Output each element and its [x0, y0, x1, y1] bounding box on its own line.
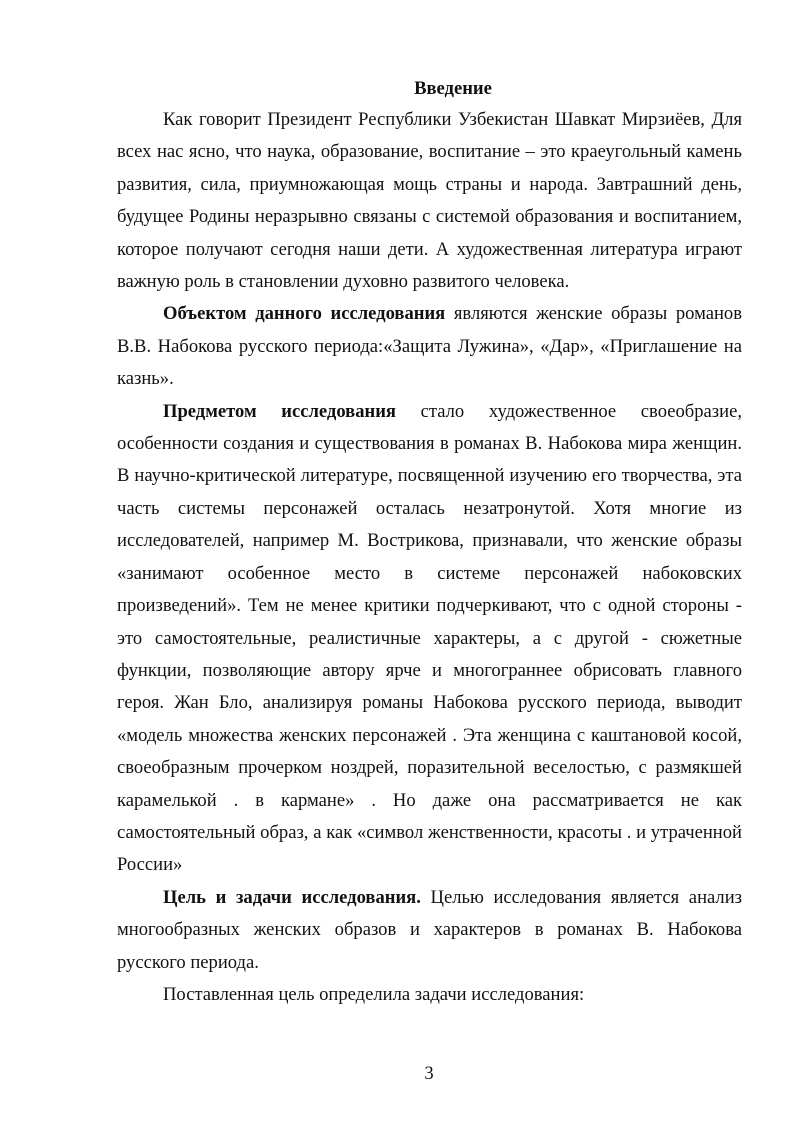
paragraph-tasks-text: Поставленная цель определила задачи исследования:	[163, 983, 585, 1005]
paragraph-object	[117, 298, 742, 395]
paragraph-intro	[117, 104, 742, 298]
document-body	[117, 104, 742, 1011]
paragraph-subject-text: стало художественное своеобразие, особенности создания и существования в романах В. Набокова мира женщин. В научно-критической литературе, посвященной изучению его творчества, эта часть системы персонажей осталась незатронутой. Хотя многие из исследователей, например М. Вострикова, признавали, что женские образы «занимают особенное место в системе персонажей набоковских произведений». Тем не менее критики подчеркивают, что с одной стороны - это самостоятельные, реалистичные характеры, а с другой - сюжетные функции, позволяющие автору ярче и многограннее обрисовать главного героя. Жан Бло, анализируя романы Набокова русского периода, выводит «модель множества женских персонажей . Эта женщина с каштановой косой, своеобразным прочерком ноздрей, поразительной веселостью, с размякшей карамелькой . в кармане» . Но даже она рассматривается не как самостоятельный образ, а как «символ женственности, красоты . и утраченной России»	[117, 400, 742, 876]
paragraph-goal-term: Цель и задачи исследования.	[163, 886, 421, 908]
section-heading: Введение	[414, 78, 492, 99]
paragraph-tasks	[117, 979, 742, 1011]
paragraph-goal	[117, 882, 742, 979]
paragraph-subject-term: Предметом исследования	[163, 400, 396, 422]
paragraph-goal-text: Целью исследования является анализ многообразных женских образов и характеров в романах В. Набокова русского периода.	[117, 886, 743, 973]
paragraph-object-text: являются женские образы романов В.В. Набокова русского периода:«Защита Лужина», «Дар», «Приглашение на казнь».	[117, 303, 742, 390]
paragraph-intro-text: Как говорит Президент Республики Узбекистан Шавкат Мирзиёев, Для всех нас ясно, что наука, образование, воспитание – это краеугольный камень развития, сила, приумножающая мощь страны и народа. Завтрашний день, будущее Родины неразрывно связаны с системой образования и воспитанием, которое получают сегодня наши дети. А художественная литература играют важную роль в становлении духовно развитого человека.	[117, 109, 742, 293]
paragraph-subject	[117, 396, 742, 882]
paragraph-object-term: Объектом данного исследования	[163, 303, 446, 325]
page-number: 3	[424, 1063, 434, 1084]
